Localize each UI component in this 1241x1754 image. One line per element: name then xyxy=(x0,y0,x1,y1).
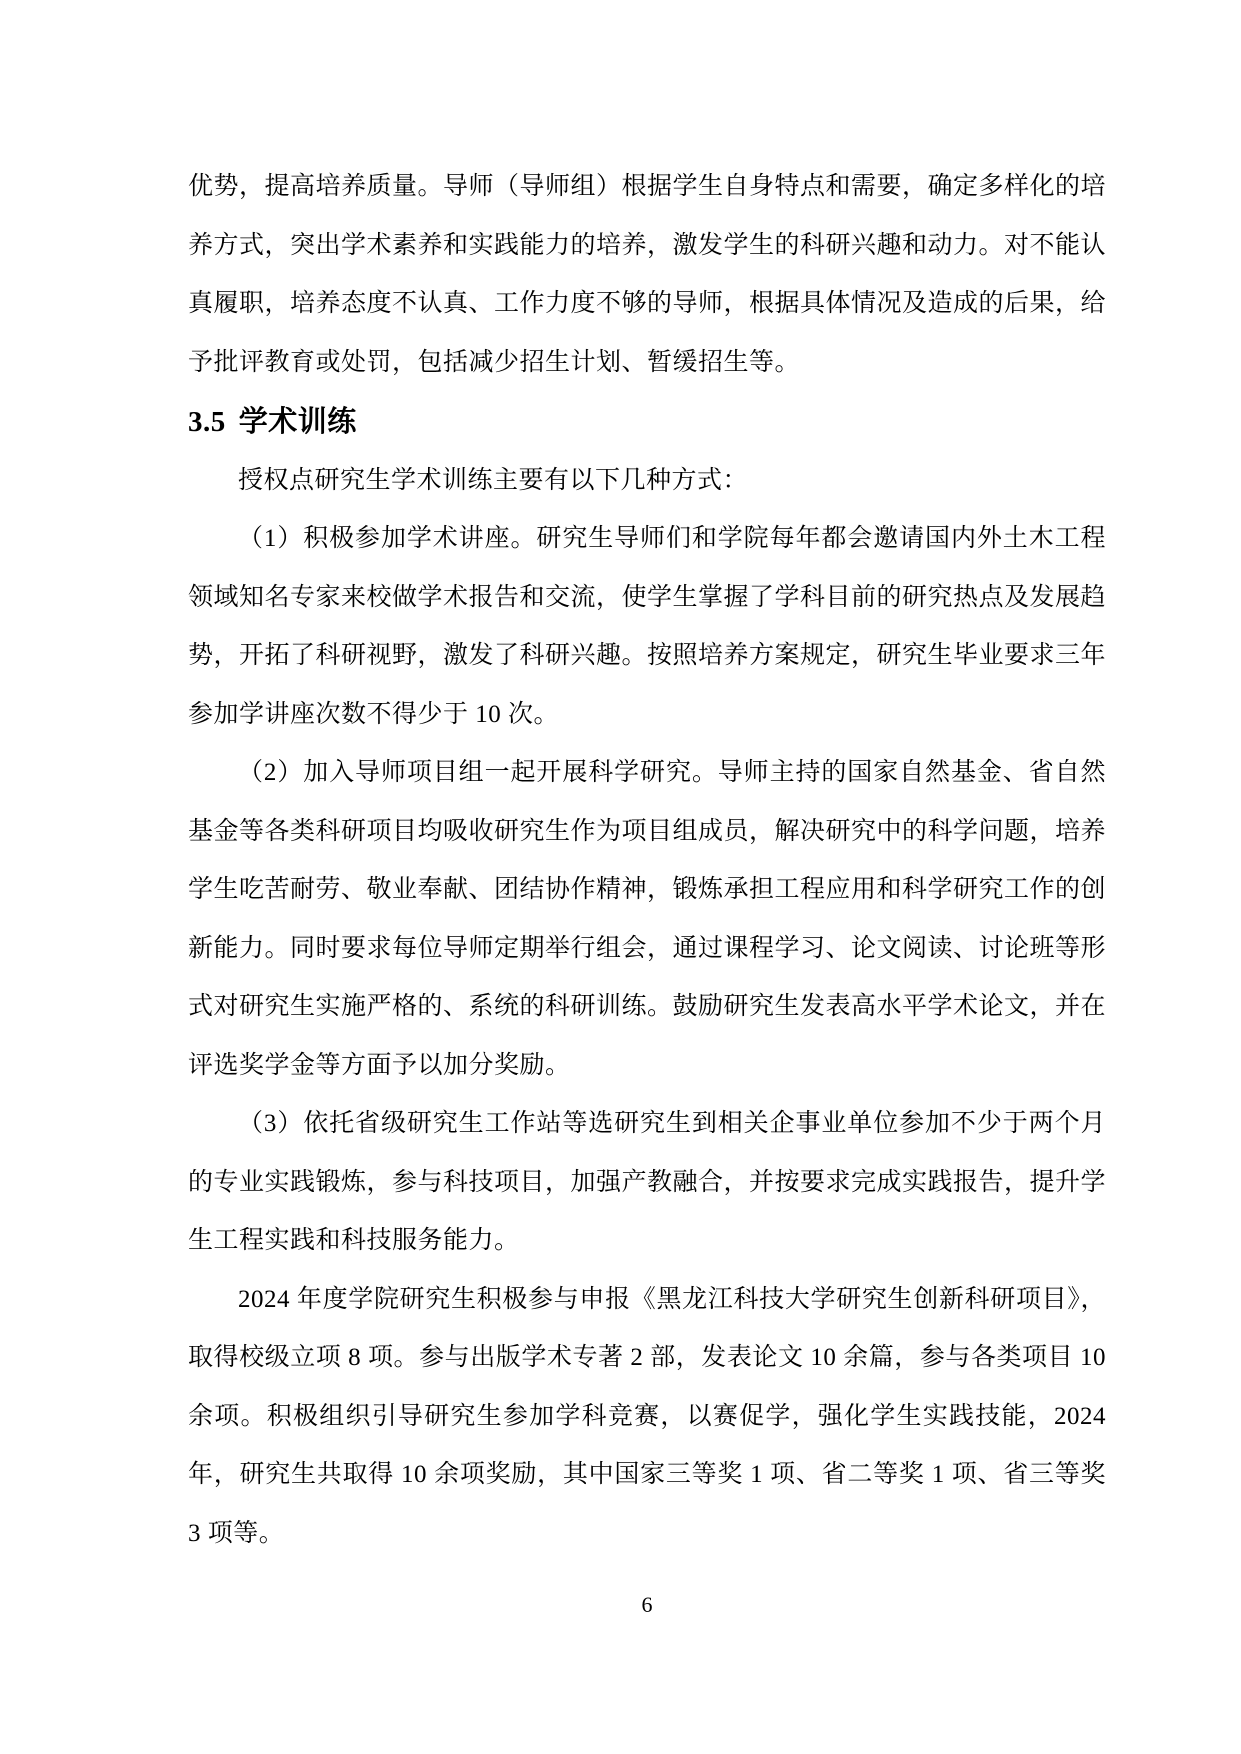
body-paragraph-continuation: 优势，提高培养质量。导师（导师组）根据学生自身特点和需要，确定多样化的培养方式，突出学术素养和实践能力的培养，激发学生的科研兴趣和动力。对不能认真履职，培养态度不认真、工作力度不够的导师，根据具体情况及造成的后果，给予批评教育或处罚，包括减少招生计划、暂缓招生等。 xyxy=(188,173,1107,376)
section-heading xyxy=(188,392,1106,452)
section-heading-number: 3.5 xyxy=(188,406,226,438)
section-heading-title: 学术训练 xyxy=(238,404,357,438)
page-number: 6 xyxy=(641,1592,653,1617)
document-body xyxy=(188,158,1106,1563)
body-paragraph-summary: 2024 年度学院研究生积极参与申报《黑龙江科技大学研究生创新科研项目》，取得校级立项 8 项。参与出版学术专著 2 部，发表论文 10 余篇，参与各类项目 10 余项。积极组织引导研究生参加学科竞赛，以赛促学，强化学生实践技能，2024 年，研究生共取得 10 余项奖励，其中国家三等奖 1 项、省二等奖 1 项、省三等奖 3 项等。 xyxy=(188,1285,1106,1547)
body-paragraph-lead: 授权点研究生学术训练主要有以下几种方式： xyxy=(238,466,749,494)
body-paragraph-item-2: （2）加入导师项目组一起开展科学研究。导师主持的国家自然基金、省自然基金等各类科研项目均吸收研究生作为项目组成员，解决研究中的科学问题，培养学生吃苦耐劳、敬业奉献、团结协作精神，锻炼承担工程应用和科学研究工作的创新能力。同时要求每位导师定期举行组会，通过课程学习、论文阅读、讨论班等形式对研究生实施严格的、系统的科研训练。鼓励研究生发表高水平学术论文，并在评选奖学金等方面予以加分奖励。 xyxy=(188,759,1107,1079)
body-paragraph-item-1: （1）积极参加学术讲座。研究生导师们和学院每年都会邀请国内外土木工程领域知名专家来校做学术报告和交流，使学生掌握了学科目前的研究热点及发展趋势，开拓了科研视野，激发了科研兴趣。按照培养方案规定，研究生毕业要求三年参加学讲座次数不得少于 10 次。 xyxy=(188,525,1107,728)
body-paragraph-item-3: （3）依托省级研究生工作站等选研究生到相关企事业单位参加不少于两个月的专业实践锻炼，参与科技项目，加强产教融合，并按要求完成实践报告，提升学生工程实践和科技服务能力。 xyxy=(188,1110,1107,1254)
